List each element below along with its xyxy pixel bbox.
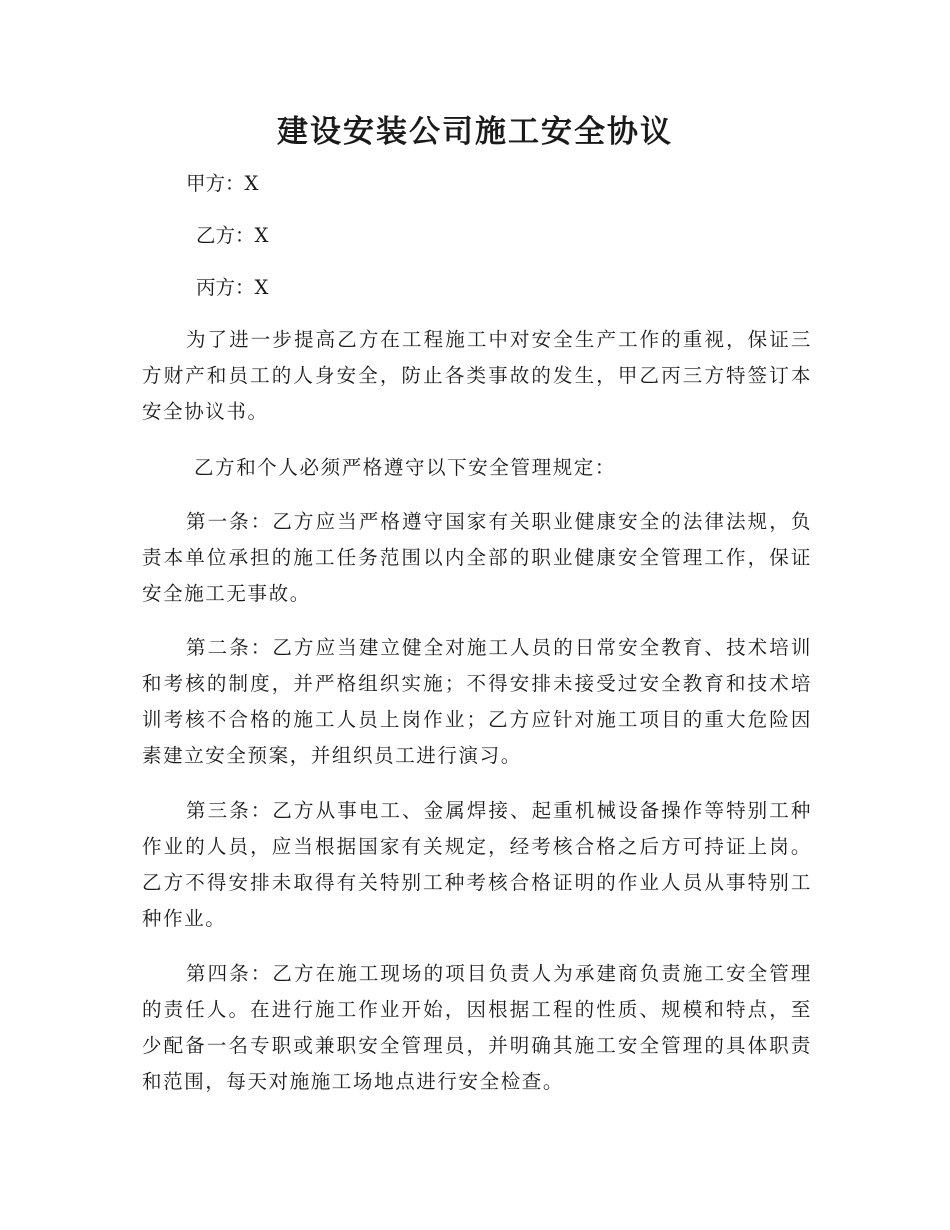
party-c-line: 丙方：X (196, 276, 269, 299)
document-title: 建设安装公司施工安全协议 (277, 114, 673, 150)
intro-paragraph: 为了进一步提高乙方在工程施工中对安全生产工作的重视，保证三方财产和员工的人身安全，防止各类事故的发生，甲乙丙三方特签订本安全协议书。 (142, 328, 812, 423)
party-a-line: 甲方：X (186, 172, 259, 195)
article-2-paragraph: 第二条：乙方应当建立健全对施工人员的日常安全教育、技术培训和考核的制度，并严格组织实施；不得安排未接受过安全教育和技术培训考核不合格的施工人员上岗作业；乙方应针对施工项目的重大危险因素建立安全预案，并组织员工进行演习。 (142, 636, 812, 767)
article-1-paragraph: 第一条：乙方应当严格遵守国家有关职业健康安全的法律法规，负责本单位承担的施工任务范围以内全部的职业健康安全管理工作，保证安全施工无事故。 (142, 510, 812, 605)
article-3-paragraph: 第三条：乙方从事电工、金属焊接、起重机械设备操作等特别工种作业的人员，应当根据国家有关规定，经考核合格之后方可持证上岗。乙方不得安排未取得有关特别工种考核合格证明的作业人员从事特别工种作业。 (142, 799, 812, 930)
article-4-paragraph: 第四条：乙方在施工现场的项目负责人为承建商负责施工安全管理的责任人。在进行施工作业开始，因根据工程的性质、规模和特点，至少配备一名专职或兼职安全管理员，并明确其施工安全管理的具体职责和范围，每天对施施工场地点进行安全检查。 (142, 962, 812, 1093)
rules-intro-line: 乙方和个人必须严格遵守以下安全管理规定： (194, 456, 617, 479)
party-b-line: 乙方：X (196, 224, 269, 247)
